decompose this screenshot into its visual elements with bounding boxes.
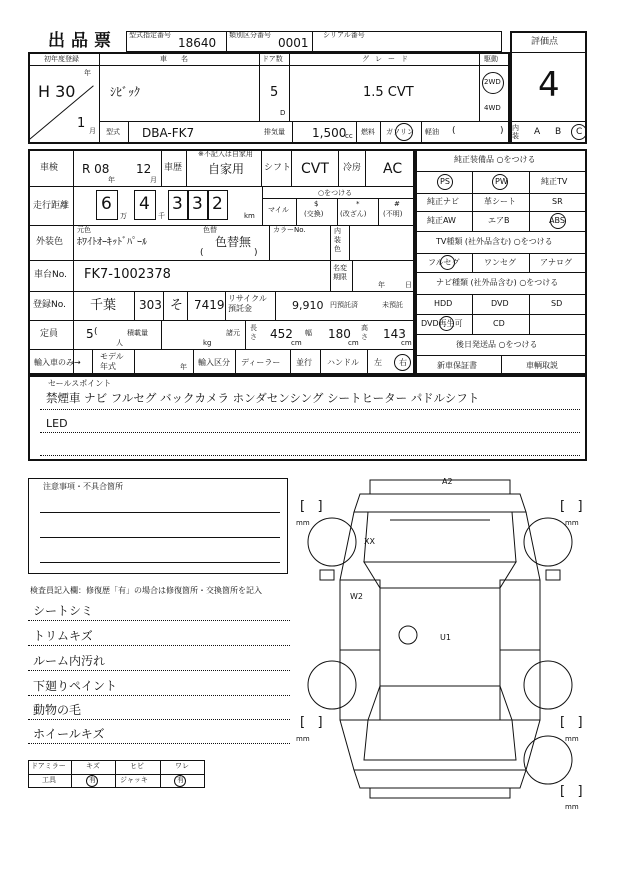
year-unit: 年 bbox=[84, 69, 91, 77]
page-title: 出品票 bbox=[48, 31, 117, 51]
color-value: ﾎﾜｲﾄｵｰｷｯﾄﾞﾊﾟｰﾙ bbox=[77, 237, 147, 248]
chassis-label: 車台No. bbox=[34, 270, 67, 280]
damage-w2: W2 bbox=[350, 592, 363, 601]
bracket-fl: [ ] bbox=[300, 499, 323, 514]
grade-value: 1.5 CVT bbox=[363, 85, 414, 100]
navi-hdd: HDD bbox=[434, 299, 453, 308]
mileage-digit-2: 4 bbox=[139, 194, 150, 214]
navi-sd: SD bbox=[551, 299, 563, 308]
legend-h1: ドアミラー bbox=[31, 762, 66, 770]
sales-line1: 禁煙車 ナビ フルセグ バックカメラ ホンダセンシング シートヒーター パドルシフト bbox=[46, 391, 480, 405]
fuel-circle bbox=[395, 123, 413, 141]
paint-label: 色替 bbox=[203, 226, 217, 234]
category-label: 類別区分番号 bbox=[229, 31, 271, 39]
legend-h4: ワレ bbox=[175, 762, 189, 770]
note-item-1: シートシミ bbox=[33, 604, 94, 618]
kei-label: 軽油 bbox=[425, 128, 439, 136]
navi-dvdplay-circle bbox=[439, 316, 454, 331]
mile-label: マイル bbox=[268, 206, 289, 214]
tv-oneseg: ワンセグ bbox=[484, 258, 516, 267]
bracket-rl: [ ] bbox=[300, 715, 323, 730]
inspection-month: 12 bbox=[136, 162, 152, 176]
handle-label: ハンドル bbox=[327, 358, 359, 367]
kg-unit: kg bbox=[203, 339, 212, 347]
parallel-label: 並行 bbox=[296, 358, 312, 367]
legend-r3: ジャッキ bbox=[120, 776, 148, 784]
man-unit: 万 bbox=[120, 212, 127, 220]
import-type-label: 輸入区分 bbox=[198, 358, 230, 367]
inspection-value: R 08 bbox=[82, 162, 110, 176]
dims-label: 諸元 bbox=[226, 329, 240, 337]
grade-label: グレード bbox=[362, 55, 414, 63]
mileage-digit-1: 6 bbox=[101, 194, 112, 214]
recycle-suffix: 円預託済 bbox=[330, 301, 358, 309]
mm-rl: mm bbox=[296, 735, 310, 743]
km-unit: km bbox=[244, 212, 255, 220]
hash-mark: # bbox=[394, 200, 400, 208]
tv-fullseg-circle bbox=[440, 255, 455, 270]
equip-ps: PS bbox=[440, 177, 450, 186]
load-label: 積載量 bbox=[127, 329, 148, 337]
exchange-label: (交換) bbox=[304, 210, 324, 218]
equip-navi: 純正ナビ bbox=[427, 197, 459, 206]
navi-dvd: DVD bbox=[491, 299, 509, 308]
sales-line2: LED bbox=[46, 417, 68, 430]
drive-2wd: 2WD bbox=[484, 78, 501, 86]
doors-label: ドア数 bbox=[262, 55, 283, 63]
model-year-unit: 年 bbox=[180, 363, 187, 371]
tv-fullseg: フルセグ bbox=[428, 258, 460, 267]
sales-block bbox=[28, 375, 587, 461]
equip-tv: 純正TV bbox=[541, 177, 568, 186]
equip-sr: SR bbox=[552, 197, 563, 206]
mm-rr: mm bbox=[565, 735, 579, 743]
mm-spare: mm bbox=[565, 803, 579, 811]
name-change-day: 日 bbox=[405, 281, 412, 289]
sales-label: セールスポイント bbox=[48, 379, 112, 388]
note-item-4: 下廻りペイント bbox=[33, 679, 118, 693]
right-hand-circle bbox=[394, 354, 411, 371]
mileage-digit-3: 3 bbox=[172, 194, 183, 214]
eval-value: 4 bbox=[538, 65, 560, 105]
legend-r1: 工具 bbox=[42, 776, 56, 784]
notes-box bbox=[28, 478, 288, 574]
inspection-year-unit: 年 bbox=[108, 176, 115, 184]
legend-h2: キズ bbox=[86, 762, 100, 770]
first-reg-label: 初年度登録 bbox=[44, 55, 79, 63]
mm-fr: mm bbox=[565, 519, 579, 527]
interior-label: 内装 bbox=[512, 124, 519, 140]
eval-label: 評価点 bbox=[531, 37, 559, 47]
tampered-label: (改ざん) bbox=[340, 210, 367, 218]
navi-cd: CD bbox=[493, 319, 505, 328]
dollar-mark: $ bbox=[314, 200, 319, 208]
bracket-fr: [ ] bbox=[560, 499, 583, 514]
reg-label: 登録No. bbox=[33, 300, 66, 310]
damage-xx: XX bbox=[364, 537, 375, 546]
caruse-note: ※不記入は自家用 bbox=[198, 150, 253, 158]
height-value: 143 bbox=[383, 327, 406, 341]
shift-value: CVT bbox=[301, 161, 329, 177]
equip-airbag: エアB bbox=[488, 216, 510, 225]
drive-4wd: 4WD bbox=[484, 104, 501, 112]
color-label: 外装色 bbox=[36, 237, 64, 247]
reg-class: 303 bbox=[139, 298, 162, 312]
mm-fl: mm bbox=[296, 519, 310, 527]
bracket-spare: [ ] bbox=[560, 784, 583, 799]
mileage-digit-4: 3 bbox=[192, 194, 203, 214]
inspector-label: 検査員記入欄：修復歴「有」の場合は修復箇所・交換箇所を記入 bbox=[30, 586, 262, 595]
legend-r4-circle bbox=[174, 775, 186, 787]
category-value: 0001 bbox=[278, 36, 309, 50]
caruse-label: 車歴 bbox=[164, 163, 183, 173]
post-label: 後日発送品 ○をつける bbox=[456, 340, 538, 349]
model-label: 型式 bbox=[106, 128, 120, 136]
legend-h3: ヒビ bbox=[130, 762, 144, 770]
equip-pw-circle bbox=[492, 174, 508, 190]
orig-color-label: 元色 bbox=[77, 226, 91, 234]
interior-grade-circle bbox=[571, 124, 587, 140]
legend-r2-circle bbox=[86, 775, 98, 787]
recycle-no: 未預託 bbox=[382, 301, 403, 309]
width-label: 幅 bbox=[305, 329, 312, 337]
star-mark: * bbox=[356, 200, 360, 208]
note-item-5: 動物の毛 bbox=[33, 703, 82, 717]
height-label: 高さ bbox=[361, 324, 368, 341]
fuel-paren-open: ( bbox=[452, 126, 456, 136]
interior-grade-a: A bbox=[534, 127, 541, 137]
caruse-value: 自家用 bbox=[208, 162, 245, 176]
width-value: 180 bbox=[328, 327, 351, 341]
equip-leather: 革シート bbox=[484, 197, 516, 206]
mileage-label: 走行距離 bbox=[33, 201, 70, 211]
disp-label: 排気量 bbox=[264, 128, 285, 136]
name-change-label: 名変期限 bbox=[333, 264, 347, 281]
capacity-label: 定員 bbox=[40, 329, 59, 339]
sen-unit: 千 bbox=[158, 212, 165, 220]
post-warranty: 新車保証書 bbox=[437, 361, 477, 370]
drive-label: 駆動 bbox=[484, 55, 498, 63]
paint-value: 色替無 bbox=[215, 235, 252, 249]
mark-label: ○をつける bbox=[318, 189, 353, 197]
right-hand-label: 右 bbox=[399, 358, 407, 367]
disp-unit: cc bbox=[345, 132, 353, 140]
mileage-digit-5: 2 bbox=[212, 194, 223, 214]
first-reg-era: H 30 bbox=[38, 82, 76, 101]
model-value: DBA-FK7 bbox=[142, 126, 195, 140]
navi-dvdplay: DVD再生可 bbox=[421, 319, 463, 328]
car-name-label: 車名 bbox=[160, 55, 202, 63]
reg-pref: 千葉 bbox=[90, 298, 117, 313]
recycle-label: リサイクル預託金 bbox=[228, 294, 267, 313]
equip-label: 純正装備品 ○をつける bbox=[454, 155, 536, 164]
fuel-paren-close: ) bbox=[500, 126, 504, 136]
equip-abs: ABS bbox=[549, 216, 565, 225]
fuel-label: 燃料 bbox=[361, 128, 375, 136]
fuel-value: ガソリン bbox=[386, 128, 414, 136]
disp-value: 1,500 bbox=[312, 126, 347, 140]
dealer-label: ディーラー bbox=[241, 358, 281, 367]
tv-label: TV種類 (社外品含む) ○をつける bbox=[436, 237, 553, 246]
aircon-label: 冷房 bbox=[343, 163, 362, 173]
tv-analog: アナログ bbox=[540, 258, 572, 267]
aircon-value: AC bbox=[383, 161, 403, 177]
length-unit: cm bbox=[291, 339, 302, 347]
equip-ps-circle bbox=[437, 174, 453, 190]
first-reg-month: 1 bbox=[77, 116, 86, 131]
interior-color-label: 内装色 bbox=[334, 227, 341, 253]
length-value: 452 bbox=[270, 327, 293, 341]
bracket-rr: [ ] bbox=[560, 715, 583, 730]
interior-grade-c: C bbox=[576, 127, 583, 137]
reg-num: 7419 bbox=[194, 298, 225, 312]
equip-abs-circle bbox=[550, 213, 566, 229]
paint-paren-open: ( bbox=[200, 248, 204, 258]
unknown-label: (不明) bbox=[383, 210, 403, 218]
paint-paren-close: ) bbox=[254, 248, 258, 258]
recycle-value: 9,910 bbox=[292, 299, 324, 312]
serial-label: シリアル番号 bbox=[323, 31, 365, 39]
note-item-6: ホイールキズ bbox=[33, 727, 105, 741]
notes-label: 注意事項・不具合箇所 bbox=[43, 482, 123, 491]
chassis-value: FK7-1002378 bbox=[84, 267, 171, 282]
model-year-label: モデル年式 bbox=[100, 352, 124, 371]
colorno-label: カラーNo. bbox=[273, 226, 306, 234]
post-manual: 車輌取説 bbox=[526, 361, 558, 370]
name-change-year: 年 bbox=[378, 281, 385, 289]
capacity-paren: ( bbox=[94, 327, 98, 337]
doors-suffix: D bbox=[280, 109, 286, 117]
damage-a2: A2 bbox=[442, 477, 453, 486]
car-name-value: ｼﾋﾞｯｸ bbox=[110, 85, 141, 99]
equip-aw: 純正AW bbox=[427, 216, 456, 225]
model-spec-value: 18640 bbox=[178, 36, 217, 50]
capacity-value: 5 bbox=[86, 327, 94, 341]
height-unit: cm bbox=[401, 339, 412, 347]
import-label: 輸入車のみ→ bbox=[34, 358, 81, 367]
shift-label: シフト bbox=[264, 163, 292, 173]
note-item-3: ルーム内汚れ bbox=[33, 654, 106, 668]
length-label: 長さ bbox=[250, 324, 257, 341]
inspection-label: 車検 bbox=[40, 163, 59, 173]
width-unit: cm bbox=[348, 339, 359, 347]
navi-label: ナビ種類 (社外品含む) ○をつける bbox=[436, 278, 559, 287]
legend-r4: 有 bbox=[177, 776, 184, 784]
interior-grade-b: B bbox=[555, 127, 562, 137]
left-hand-label: 左 bbox=[374, 358, 382, 367]
month-unit: 月 bbox=[89, 127, 96, 135]
legend-r2: 有 bbox=[89, 776, 96, 784]
damage-u1: U1 bbox=[440, 633, 451, 642]
equip-pw: PW bbox=[495, 177, 508, 186]
note-item-2: トリムキズ bbox=[33, 629, 93, 643]
reg-kana: そ bbox=[170, 298, 184, 313]
doors-value: 5 bbox=[270, 85, 279, 100]
model-spec-label: 型式指定番号 bbox=[129, 31, 171, 39]
capacity-unit: 人 bbox=[116, 339, 123, 347]
inspection-month-unit: 月 bbox=[150, 176, 157, 184]
